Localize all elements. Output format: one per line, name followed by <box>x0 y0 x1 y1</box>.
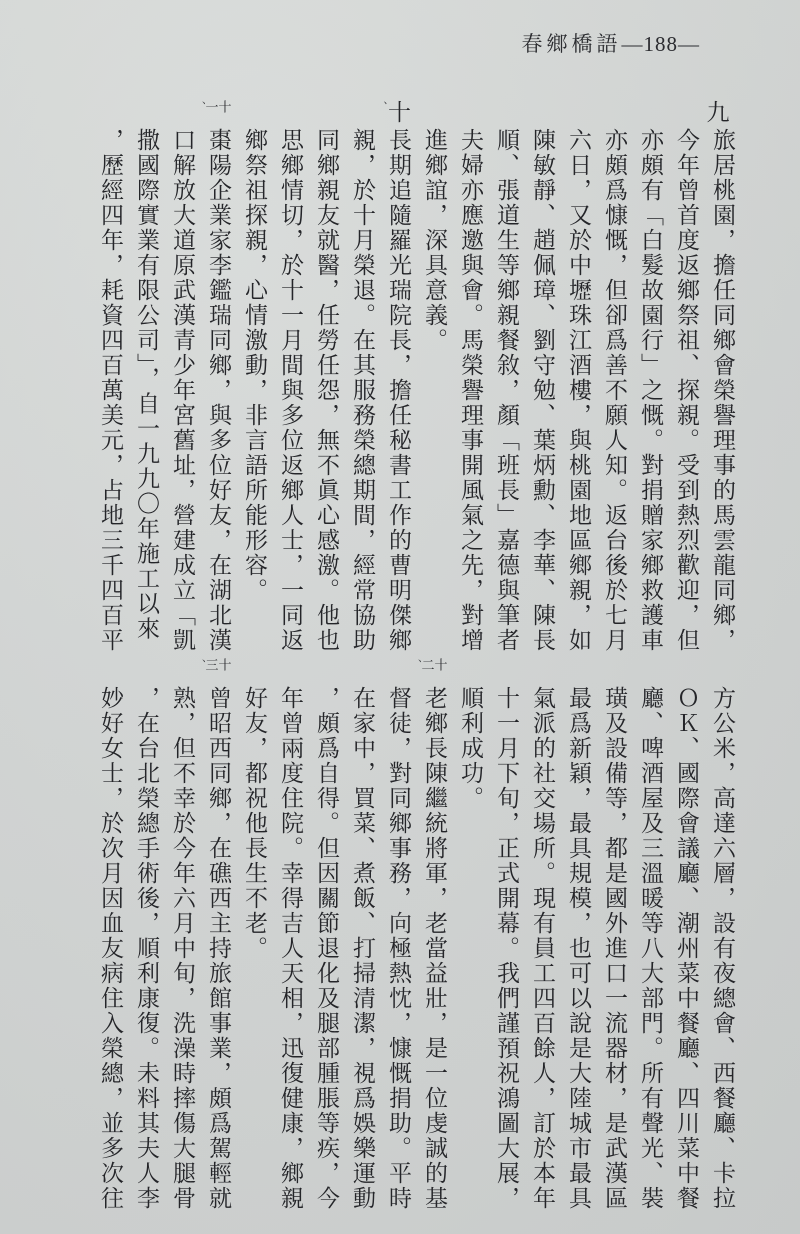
column-text: 廳、啤酒屋及三溫暖等八大部門。所有聲光、裝 <box>638 686 663 1211</box>
text-column <box>590 100 626 654</box>
text-column <box>590 658 626 1212</box>
column-text: ，頗爲自得。但因關節退化及腿部腫脹等疾，今 <box>314 686 339 1211</box>
text-column <box>482 100 518 654</box>
column-text: 陳敏靜、趙佩璋、劉守勉、葉炳勳、李華、陳長 <box>530 128 555 653</box>
item-number: 十 二 、 <box>409 658 448 671</box>
text-block-upper <box>86 100 734 654</box>
column-text: 夫婦亦應邀與會。馬榮譽理事開風氣之先，對增 <box>458 128 483 653</box>
column-text: 口解放大道原武漢青少年宮舊址，營建成立「凱 <box>170 128 195 653</box>
text-column <box>446 100 482 654</box>
column-text: 今年曾首度返鄉祭祖、探親。受到熱烈歡迎，但 <box>674 128 699 653</box>
column-text: 旅居桃園，擔任同鄉會榮譽理事的馬雲龍同鄉， <box>710 128 735 653</box>
text-column <box>302 658 338 1212</box>
text-column <box>374 100 410 654</box>
column-text: 在家中，買菜、煮飯、打掃清潔，視爲娛樂運動 <box>350 686 375 1211</box>
column-text: 曾昭西同鄉，在礁西主持旅館事業，頗爲駕輕就 <box>206 686 231 1211</box>
column-text: 老鄉長陳繼統將軍，老當益壯，是一位虔誠的基 <box>422 686 447 1211</box>
page-number: —188— <box>621 32 700 56</box>
item-number: 十 一 、 <box>193 100 232 113</box>
text-column <box>698 658 734 1212</box>
column-text: 好友，都祝他長生不老。 <box>242 686 267 961</box>
item-number: 十 三 、 <box>193 658 232 671</box>
item-number: 九 <box>703 100 729 123</box>
text-column <box>338 658 374 1212</box>
column-text: 同鄉親友就醫，任勞任怨，無不眞心感激。他也 <box>314 128 339 653</box>
column-text: 督徒，對同鄉事務，向極熱忱，慷慨捐助。平時 <box>386 686 411 1211</box>
column-text: 方公米，高達六層，設有夜總會、西餐廳、卡拉 <box>710 686 735 1211</box>
text-column <box>626 100 662 654</box>
column-text: 熟，但不幸於今年六月中旬，洗澡時摔傷大腿骨 <box>170 686 195 1211</box>
text-column <box>698 100 734 654</box>
column-text: 十一月下旬，正式開幕。我們謹預祝鴻圖大展， <box>494 686 519 1211</box>
column-text: 六日，又於中壢珠江酒樓，與桃園地區鄉親，如 <box>566 128 591 653</box>
column-text: 氣派的社交場所。現有員工四百餘人，訂於本年 <box>530 686 555 1211</box>
text-column <box>158 100 194 654</box>
text-column <box>662 658 698 1212</box>
text-block-lower <box>86 658 734 1212</box>
text-column <box>518 658 554 1212</box>
column-text: ，歷經四年，耗資四百萬美元，占地三千四百平 <box>98 128 123 653</box>
text-column <box>410 100 446 654</box>
column-text: 亦頗爲慷慨，但卻爲善不願人知。返台後於七月 <box>602 128 627 653</box>
text-column <box>122 100 158 654</box>
column-text: 撒國際實業有限公司」，自一九九〇年施工以來 <box>134 128 159 642</box>
column-text: 親，於十月榮退。在其服務榮總期間，經常協助 <box>350 128 375 653</box>
text-column <box>194 658 230 1212</box>
text-column <box>374 658 410 1212</box>
text-column <box>338 100 374 654</box>
column-text: 思鄉情切，於十一月間與多位返鄉人士，一同返 <box>278 128 303 653</box>
column-text: 長期追隨羅光瑞院長，擔任秘書工作的曹明傑鄉 <box>386 128 411 653</box>
column-text: 最爲新穎，最具規模，也可以說是大陸城市最具 <box>566 686 591 1211</box>
text-column <box>482 658 518 1212</box>
column-text: 進鄉誼，深具意義。 <box>422 128 447 353</box>
text-column <box>230 658 266 1212</box>
text-column <box>266 100 302 654</box>
column-text: ＯＫ、國際會議廳、潮州菜中餐廳、四川菜中餐 <box>674 686 699 1211</box>
text-column <box>86 100 122 654</box>
column-text: 亦頗有「白髮故園行」之慨。對捐贈家鄉救護車 <box>638 128 663 653</box>
column-text: 鄉祭祖探親，心情激動，非言語所能形容。 <box>242 128 267 603</box>
text-column <box>266 658 302 1212</box>
column-text: 順利成功。 <box>458 686 483 811</box>
journal-title: 春鄉橋語 <box>521 32 622 56</box>
column-text: 棗陽企業家李鑑瑞同鄉，與多位好友，在湖北漢 <box>206 128 231 653</box>
text-column <box>86 658 122 1212</box>
item-number: 十 、 <box>375 100 410 123</box>
text-column <box>158 658 194 1212</box>
text-column <box>410 658 446 1212</box>
text-column <box>662 100 698 654</box>
text-column <box>554 658 590 1212</box>
text-column <box>626 658 662 1212</box>
text-column <box>230 100 266 654</box>
column-text: 順、張道生等鄉親餐敘，顏「班長」嘉德與筆者 <box>494 128 519 653</box>
text-column <box>122 658 158 1212</box>
column-text: ，在台北榮總手術後，順利康復。未料其夫人李 <box>134 686 159 1211</box>
column-text: 妙好女士，於次月因血友病住入榮總，並多次往 <box>98 686 123 1211</box>
running-head <box>522 28 701 58</box>
text-column <box>446 658 482 1212</box>
text-column <box>554 100 590 654</box>
text-column <box>194 100 230 654</box>
text-column <box>518 100 554 654</box>
text-column <box>302 100 338 654</box>
column-text: 年曾兩度住院。幸得吉人天相，迅復健康，鄉親 <box>278 686 303 1211</box>
column-text: 璜及設備等，都是國外進口一流器材，是武漢區 <box>602 686 627 1211</box>
